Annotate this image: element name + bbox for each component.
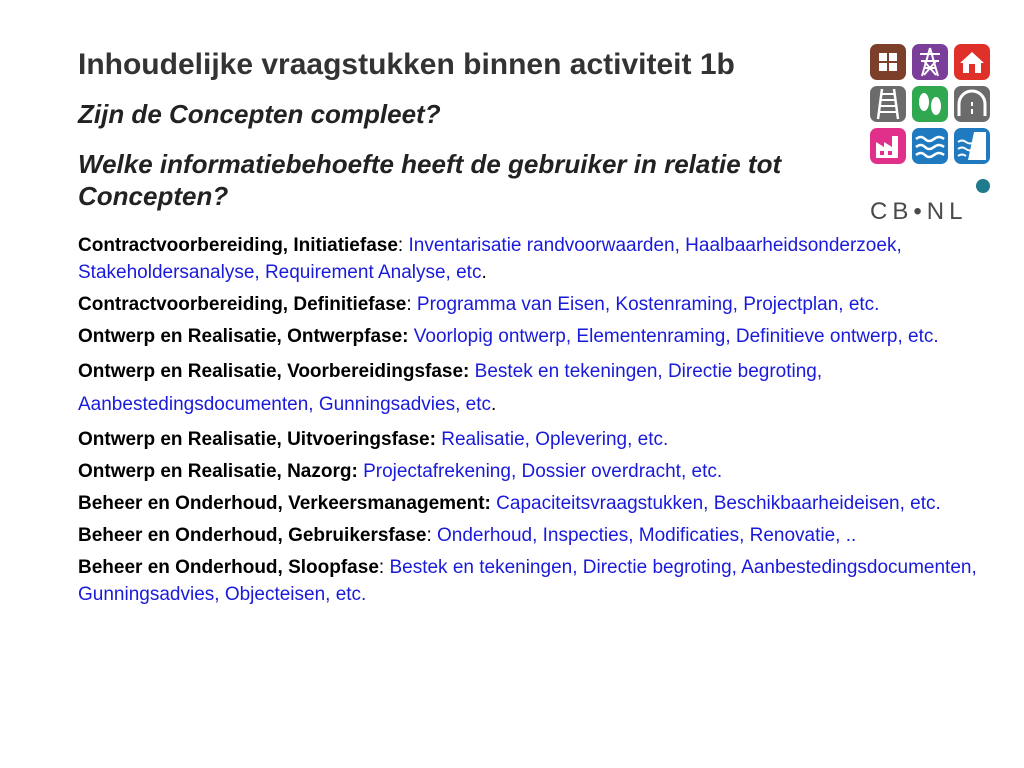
cbnl-logo	[866, 40, 996, 230]
item-label: Contractvoorbereiding, Initiatiefase	[78, 235, 398, 256]
building-windows-icon	[870, 44, 906, 80]
list-item	[78, 232, 1003, 286]
item-separator: :	[426, 525, 432, 546]
item-value: Bestek en tekeningen, Directie begroting, Aanbestedingsdocumenten, Gunningsadvies, etc	[78, 361, 823, 415]
item-label: Ontwerp en Realisatie, Ontwerpfase:	[78, 326, 409, 347]
item-value: Bestek en tekeningen, Directie begroting, Aanbestedingsdocumenten, Gunningsadvies, Objecteisen, etc.	[78, 557, 977, 605]
item-value: Voorlopig ontwerp, Elementenraming, Definitieve ontwerp, etc.	[413, 326, 939, 347]
slide-subtitle-information-need: Welke informatiebehoefte heeft de gebruiker in relatie tot Concepten?	[78, 149, 782, 211]
list-item	[78, 554, 1003, 608]
railway-track-icon	[870, 86, 906, 122]
item-value: Capaciteitsvraagstukken, Beschikbaarheideisen, etc.	[496, 493, 941, 514]
list-item	[78, 426, 1003, 453]
list-item	[78, 490, 1003, 517]
slide-subtitle-completeness: Zijn de Concepten compleet?	[78, 99, 441, 129]
house-icon	[954, 44, 990, 80]
list-item	[78, 458, 1003, 485]
slide-title: Inhoudelijke vraagstukken binnen activiteit 1b	[78, 48, 735, 81]
item-value: Projectafrekening, Dossier overdracht, etc.	[363, 461, 723, 482]
item-value: Inventarisatie randvoorwaarden, Haalbaarheidsonderzoek, Stakeholdersanalyse, Requirement Analyse, etc	[78, 235, 902, 283]
item-value: Onderhoud, Inspecties, Modificaties, Renovatie, ..	[437, 525, 857, 546]
item-label: Ontwerp en Realisatie, Nazorg:	[78, 461, 358, 482]
item-label: Beheer en Onderhoud, Gebruikersfase	[78, 525, 427, 546]
item-label: Beheer en Onderhoud, Verkeersmanagement	[78, 493, 485, 514]
item-label: Ontwerp en Realisatie, Voorbereidingsfase:	[78, 361, 470, 382]
item-label: Contractvoorbereiding, Definitiefase	[78, 294, 407, 315]
list-item	[78, 522, 1003, 549]
item-label: Ontwerp en Realisatie, Uitvoeringsfase:	[78, 429, 436, 450]
list-item	[78, 355, 1003, 421]
dike-waves-icon	[954, 128, 990, 164]
factory-icon	[870, 128, 906, 164]
phase-list	[78, 232, 1003, 613]
list-item	[78, 323, 1003, 350]
item-separator: :	[484, 493, 491, 514]
tunnel-road-icon	[954, 86, 990, 122]
cbnl-info-dot-icon	[976, 179, 990, 193]
item-end: .	[491, 394, 497, 415]
item-separator: :	[406, 294, 412, 315]
item-separator: :	[397, 235, 404, 256]
item-value: Programma van Eisen, Kostenraming, Projectplan, etc.	[416, 294, 880, 315]
item-end: .	[481, 262, 487, 283]
cbnl-wordmark: CB•NL	[870, 198, 968, 225]
item-separator: :	[378, 557, 385, 578]
list-item	[78, 291, 1003, 318]
item-value: Realisatie, Oplevering, etc.	[441, 429, 669, 450]
footprints-icon	[912, 86, 948, 122]
item-label: Beheer en Onderhoud, Sloopfase	[78, 557, 379, 578]
water-waves-icon	[912, 128, 948, 164]
power-pylon-icon	[912, 44, 948, 80]
